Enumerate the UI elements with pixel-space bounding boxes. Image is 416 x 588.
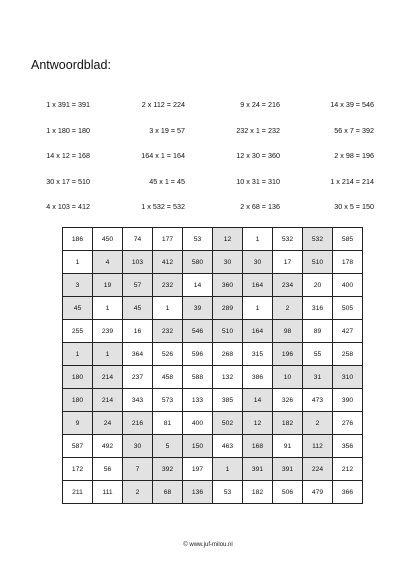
grid-cell: 136 bbox=[183, 481, 213, 504]
grid-cell: 132 bbox=[213, 366, 243, 389]
grid-cell: 12 bbox=[213, 228, 243, 251]
grid-cell: 197 bbox=[183, 458, 213, 481]
grid-cell: 326 bbox=[273, 389, 303, 412]
grid-cell: 30 bbox=[243, 251, 273, 274]
grid-cell: 45 bbox=[63, 297, 93, 320]
grid-cell: 502 bbox=[213, 412, 243, 435]
grid-cell: 450 bbox=[93, 228, 123, 251]
grid-row bbox=[63, 228, 363, 251]
grid-cell: 17 bbox=[273, 251, 303, 274]
grid-cell: 12 bbox=[243, 412, 273, 435]
grid-cell: 400 bbox=[183, 412, 213, 435]
grid-cell: 168 bbox=[243, 435, 273, 458]
grid-cell: 310 bbox=[333, 366, 363, 389]
grid-cell: 214 bbox=[93, 366, 123, 389]
answer-item: 1 x 391 = 391 bbox=[46, 100, 90, 109]
grid-cell: 24 bbox=[93, 412, 123, 435]
grid-row bbox=[63, 320, 363, 343]
grid-row bbox=[63, 435, 363, 458]
grid-cell: 91 bbox=[273, 435, 303, 458]
grid-cell: 16 bbox=[123, 320, 153, 343]
grid-cell: 55 bbox=[303, 343, 333, 366]
grid-cell: 385 bbox=[213, 389, 243, 412]
grid-cell: 573 bbox=[153, 389, 183, 412]
answer-item: 2 x 68 = 136 bbox=[240, 202, 280, 211]
grid-cell: 289 bbox=[213, 297, 243, 320]
grid-cell: 4 bbox=[93, 251, 123, 274]
grid-cell: 580 bbox=[183, 251, 213, 274]
grid-cell: 237 bbox=[123, 366, 153, 389]
answer-item: 14 x 12 = 168 bbox=[46, 151, 90, 160]
grid-cell: 39 bbox=[183, 297, 213, 320]
grid-cell: 57 bbox=[123, 274, 153, 297]
answer-item: 1 x 532 = 532 bbox=[141, 202, 185, 211]
grid-cell: 214 bbox=[93, 389, 123, 412]
grid-cell: 81 bbox=[153, 412, 183, 435]
grid-cell: 587 bbox=[63, 435, 93, 458]
grid-cell: 234 bbox=[273, 274, 303, 297]
grid-cell: 103 bbox=[123, 251, 153, 274]
grid-cell: 526 bbox=[153, 343, 183, 366]
grid-cell: 74 bbox=[123, 228, 153, 251]
grid-cell: 1 bbox=[93, 343, 123, 366]
grid-cell: 492 bbox=[93, 435, 123, 458]
answer-grid bbox=[62, 227, 363, 504]
grid-cell: 276 bbox=[333, 412, 363, 435]
answer-item: 9 x 24 = 216 bbox=[240, 100, 280, 109]
grid-cell: 239 bbox=[93, 320, 123, 343]
grid-cell: 392 bbox=[153, 458, 183, 481]
answer-item: 1 x 214 = 214 bbox=[330, 176, 374, 186]
grid-row bbox=[63, 297, 363, 320]
answer-list bbox=[30, 100, 386, 211]
grid-cell: 98 bbox=[273, 320, 303, 343]
grid-cell: 585 bbox=[333, 228, 363, 251]
grid-cell: 532 bbox=[303, 228, 333, 251]
grid-cell: 1 bbox=[63, 343, 93, 366]
grid-cell: 386 bbox=[243, 366, 273, 389]
grid-cell: 546 bbox=[183, 320, 213, 343]
grid-cell: 53 bbox=[183, 228, 213, 251]
answer-item: 2 x 98 = 196 bbox=[334, 151, 374, 160]
grid-row bbox=[63, 274, 363, 297]
grid-cell: 596 bbox=[183, 343, 213, 366]
grid-cell: 588 bbox=[183, 366, 213, 389]
grid-cell: 111 bbox=[93, 481, 123, 504]
answer-item: 3 x 19 = 57 bbox=[149, 125, 185, 135]
answer-item: 1 x 180 = 180 bbox=[46, 125, 90, 135]
footer-credit: © www.juf-milou.nl bbox=[183, 542, 233, 548]
grid-cell: 31 bbox=[303, 366, 333, 389]
grid-row bbox=[63, 458, 363, 481]
page-title: Antwoordblad: bbox=[31, 58, 111, 72]
grid-row bbox=[63, 412, 363, 435]
grid-cell: 164 bbox=[243, 320, 273, 343]
grid-cell: 412 bbox=[153, 251, 183, 274]
grid-cell: 14 bbox=[183, 274, 213, 297]
grid-cell: 2 bbox=[303, 412, 333, 435]
answer-item: 30 x 17 = 510 bbox=[46, 176, 90, 186]
grid-cell: 9 bbox=[63, 412, 93, 435]
grid-cell: 7 bbox=[123, 458, 153, 481]
answer-item: 14 x 39 = 546 bbox=[330, 100, 374, 109]
answer-item: 2 x 112 = 224 bbox=[141, 100, 185, 109]
grid-cell: 2 bbox=[123, 481, 153, 504]
grid-cell: 390 bbox=[333, 389, 363, 412]
grid-cell: 216 bbox=[123, 412, 153, 435]
answer-item: 10 x 31 = 310 bbox=[236, 176, 280, 186]
grid-cell: 510 bbox=[213, 320, 243, 343]
grid-row bbox=[63, 481, 363, 504]
grid-cell: 400 bbox=[333, 274, 363, 297]
answer-item: 232 x 1 = 232 bbox=[236, 125, 280, 135]
grid-cell: 1 bbox=[243, 228, 273, 251]
grid-cell: 3 bbox=[63, 274, 93, 297]
grid-cell: 232 bbox=[153, 320, 183, 343]
grid-cell: 112 bbox=[303, 435, 333, 458]
answer-item: 45 x 1 = 45 bbox=[149, 176, 185, 186]
grid-cell: 1 bbox=[153, 297, 183, 320]
grid-cell: 1 bbox=[93, 297, 123, 320]
grid-cell: 30 bbox=[213, 251, 243, 274]
grid-row bbox=[63, 343, 363, 366]
grid-cell: 255 bbox=[63, 320, 93, 343]
grid-cell: 532 bbox=[273, 228, 303, 251]
grid-cell: 364 bbox=[123, 343, 153, 366]
grid-cell: 182 bbox=[243, 481, 273, 504]
grid-cell: 178 bbox=[333, 251, 363, 274]
grid-cell: 45 bbox=[123, 297, 153, 320]
grid-cell: 224 bbox=[303, 458, 333, 481]
grid-cell: 212 bbox=[333, 458, 363, 481]
grid-cell: 196 bbox=[273, 343, 303, 366]
grid-row bbox=[63, 366, 363, 389]
grid-cell: 172 bbox=[63, 458, 93, 481]
grid-cell: 2 bbox=[273, 297, 303, 320]
grid-row bbox=[63, 251, 363, 274]
grid-cell: 479 bbox=[303, 481, 333, 504]
grid-cell: 10 bbox=[273, 366, 303, 389]
grid-cell: 463 bbox=[213, 435, 243, 458]
grid-cell: 177 bbox=[153, 228, 183, 251]
grid-cell: 360 bbox=[213, 274, 243, 297]
grid-cell: 232 bbox=[153, 274, 183, 297]
grid-cell: 427 bbox=[333, 320, 363, 343]
answer-item: 56 x 7 = 392 bbox=[334, 125, 374, 135]
grid-cell: 133 bbox=[183, 389, 213, 412]
grid-cell: 5 bbox=[153, 435, 183, 458]
grid-cell: 180 bbox=[63, 366, 93, 389]
grid-cell: 30 bbox=[123, 435, 153, 458]
answer-item: 4 x 103 = 412 bbox=[46, 202, 90, 211]
grid-cell: 316 bbox=[303, 297, 333, 320]
grid-cell: 182 bbox=[273, 412, 303, 435]
grid-cell: 1 bbox=[243, 297, 273, 320]
grid-cell: 391 bbox=[273, 458, 303, 481]
grid-cell: 211 bbox=[63, 481, 93, 504]
answer-item: 30 x 5 = 150 bbox=[334, 202, 374, 211]
grid-cell: 1 bbox=[63, 251, 93, 274]
grid-cell: 458 bbox=[153, 366, 183, 389]
grid-cell: 56 bbox=[93, 458, 123, 481]
grid-cell: 1 bbox=[213, 458, 243, 481]
grid-cell: 150 bbox=[183, 435, 213, 458]
grid-cell: 164 bbox=[243, 274, 273, 297]
grid-row bbox=[63, 389, 363, 412]
grid-cell: 343 bbox=[123, 389, 153, 412]
grid-cell: 186 bbox=[63, 228, 93, 251]
answer-item: 164 x 1 = 164 bbox=[141, 151, 185, 160]
grid-cell: 366 bbox=[333, 481, 363, 504]
grid-cell: 510 bbox=[303, 251, 333, 274]
grid-cell: 14 bbox=[243, 389, 273, 412]
grid-cell: 315 bbox=[243, 343, 273, 366]
grid-cell: 19 bbox=[93, 274, 123, 297]
grid-cell: 20 bbox=[303, 274, 333, 297]
grid-cell: 506 bbox=[273, 481, 303, 504]
grid-cell: 180 bbox=[63, 389, 93, 412]
grid-cell: 68 bbox=[153, 481, 183, 504]
grid-cell: 258 bbox=[333, 343, 363, 366]
grid-cell: 356 bbox=[333, 435, 363, 458]
grid-cell: 505 bbox=[333, 297, 363, 320]
grid-cell: 53 bbox=[213, 481, 243, 504]
answer-item: 12 x 30 = 360 bbox=[236, 151, 280, 160]
grid-cell: 391 bbox=[243, 458, 273, 481]
grid-cell: 268 bbox=[213, 343, 243, 366]
grid-cell: 473 bbox=[303, 389, 333, 412]
grid-cell: 89 bbox=[303, 320, 333, 343]
